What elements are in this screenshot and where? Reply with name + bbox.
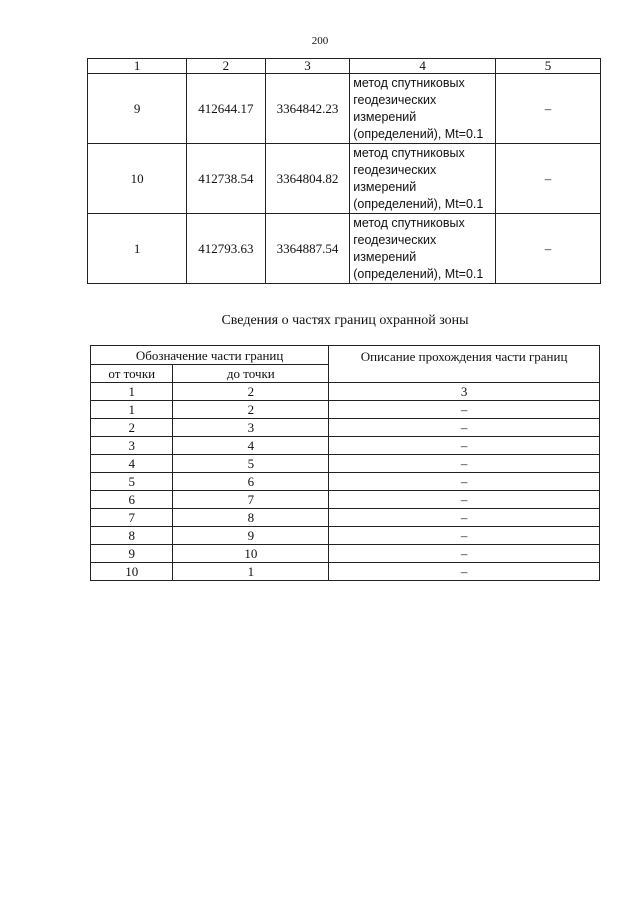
from-point-cell: 8 <box>91 527 173 545</box>
method-line: метод спутниковых <box>353 215 465 230</box>
from-point-cell: 7 <box>91 509 173 527</box>
from-point-cell: 1 <box>91 401 173 419</box>
y-coordinate-cell: 3364887.54 <box>265 214 350 284</box>
method-line: метод спутниковых <box>353 145 465 160</box>
description-cell: – <box>329 473 600 491</box>
from-point-cell: 3 <box>91 437 173 455</box>
to-point-cell: 4 <box>173 437 329 455</box>
boundary-part-row <box>91 437 600 455</box>
coordinates-table <box>87 58 601 284</box>
description-cell: – <box>329 563 600 581</box>
from-point-cell: 10 <box>91 563 173 581</box>
header-from-point: от точки <box>91 365 173 383</box>
method-line: геодезических <box>353 162 437 177</box>
to-point-cell: 1 <box>173 563 329 581</box>
point-number-cell: 9 <box>88 74 187 144</box>
method-cell <box>350 144 496 214</box>
boundary-part-row <box>91 491 600 509</box>
parts-numbering-row <box>91 383 600 401</box>
method-line: (определений), Mt=0.1 <box>353 266 484 281</box>
column-number-header: 5 <box>496 59 601 74</box>
to-point-cell: 8 <box>173 509 329 527</box>
point-number-cell: 1 <box>88 214 187 284</box>
boundary-part-row <box>91 455 600 473</box>
description-cell: – <box>329 419 600 437</box>
description-cell: – <box>329 401 600 419</box>
boundary-part-row <box>91 545 600 563</box>
numbering-cell: 3 <box>329 383 600 401</box>
boundary-part-row <box>91 527 600 545</box>
description-cell: – <box>329 509 600 527</box>
point-number-cell: 10 <box>88 144 187 214</box>
boundary-part-row <box>91 401 600 419</box>
coordinates-row <box>88 74 601 144</box>
method-line: измерений <box>353 179 417 194</box>
method-line: геодезических <box>353 232 437 247</box>
boundary-part-row <box>91 473 600 491</box>
y-coordinate-cell: 3364842.23 <box>265 74 350 144</box>
boundary-parts-table <box>90 345 600 581</box>
header-boundary-designation: Обозначение части границ <box>91 346 329 365</box>
to-point-cell: 6 <box>173 473 329 491</box>
from-point-cell: 4 <box>91 455 173 473</box>
boundary-part-row <box>91 563 600 581</box>
column-number-header: 4 <box>350 59 496 74</box>
to-point-cell: 9 <box>173 527 329 545</box>
column-number-header: 3 <box>265 59 350 74</box>
to-point-cell: 10 <box>173 545 329 563</box>
method-line: метод спутниковых <box>353 75 465 90</box>
note-cell: – <box>496 74 601 144</box>
from-point-cell: 9 <box>91 545 173 563</box>
column-number-header: 2 <box>187 59 266 74</box>
note-cell: – <box>496 214 601 284</box>
method-line: (определений), Mt=0.1 <box>353 196 484 211</box>
to-point-cell: 5 <box>173 455 329 473</box>
to-point-cell: 2 <box>173 401 329 419</box>
numbering-cell: 2 <box>173 383 329 401</box>
description-cell: – <box>329 491 600 509</box>
from-point-cell: 2 <box>91 419 173 437</box>
page-number: 200 <box>311 35 329 47</box>
coordinates-header-row <box>88 59 601 74</box>
method-cell <box>350 74 496 144</box>
description-cell: – <box>329 455 600 473</box>
from-point-cell: 6 <box>91 491 173 509</box>
description-cell: – <box>329 437 600 455</box>
coordinates-row <box>88 144 601 214</box>
from-point-cell: 5 <box>91 473 173 491</box>
method-line: измерений <box>353 109 417 124</box>
y-coordinate-cell: 3364804.82 <box>265 144 350 214</box>
numbering-cell: 1 <box>91 383 173 401</box>
description-cell: – <box>329 527 600 545</box>
method-line: измерений <box>353 249 417 264</box>
description-cell: – <box>329 545 600 563</box>
boundary-part-row <box>91 419 600 437</box>
header-description: Описание прохождения части границ <box>329 346 600 383</box>
header-to-point: до точки <box>173 365 329 383</box>
x-coordinate-cell: 412738.54 <box>187 144 266 214</box>
to-point-cell: 3 <box>173 419 329 437</box>
method-cell <box>350 214 496 284</box>
section-title: Сведения о частях границ охранной зоны <box>221 313 469 328</box>
boundary-part-row <box>91 509 600 527</box>
method-line: (определений), Mt=0.1 <box>353 126 484 141</box>
to-point-cell: 7 <box>173 491 329 509</box>
x-coordinate-cell: 412644.17 <box>187 74 266 144</box>
note-cell: – <box>496 144 601 214</box>
column-number-header: 1 <box>88 59 187 74</box>
method-line: геодезических <box>353 92 437 107</box>
coordinates-row <box>88 214 601 284</box>
parts-header-row <box>91 346 600 365</box>
x-coordinate-cell: 412793.63 <box>187 214 266 284</box>
